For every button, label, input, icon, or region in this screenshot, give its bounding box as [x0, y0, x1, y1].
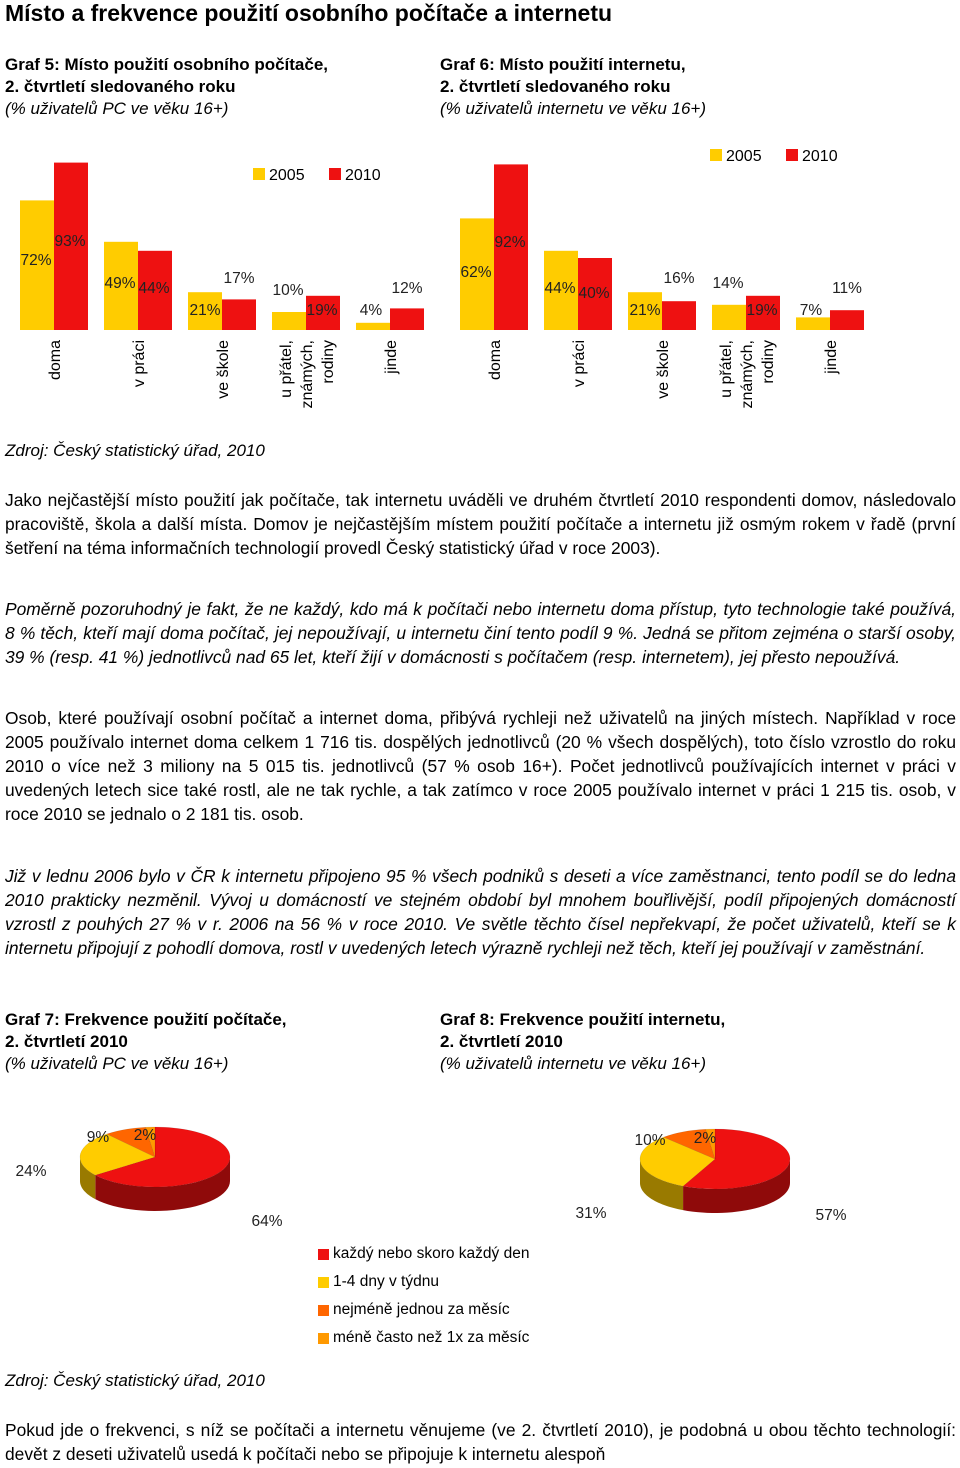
graph5-bar-chart: [0, 140, 440, 430]
legend-label: 1-4 dny v týdnu: [333, 1273, 439, 1290]
legend-label: 2010: [802, 148, 838, 165]
bar: [662, 301, 696, 330]
category-label: [655, 340, 672, 399]
category-label: [718, 340, 777, 408]
category-label: [215, 340, 232, 399]
legend-label: nejméně jednou za měsíc: [333, 1301, 510, 1318]
data-label: 14%: [712, 275, 744, 292]
bar: [272, 312, 306, 330]
paragraph-5: Pokud jde o frekvenci, s níž se počítači a internetu věnujeme (ve 2. čtvrtletí 2010), je podobná u obou těchto technologií: devět z deseti uživatelů usedá k počítači nebo se připojuje k internetu alespoň: [5, 1420, 956, 1464]
legend-item: [318, 1240, 529, 1268]
category-label: [383, 340, 400, 375]
legend-item: [318, 1324, 529, 1352]
legend-label: 2005: [726, 148, 762, 165]
data-label: 93%: [54, 233, 86, 250]
category-label: [571, 340, 588, 387]
legend-label: 2005: [269, 167, 305, 184]
data-label: 21%: [629, 302, 661, 319]
data-label: 10%: [272, 282, 304, 299]
data-label: 11%: [832, 280, 862, 297]
bar: [712, 305, 746, 330]
graph8-subtitle: (% uživatelů internetu ve věku 16+): [440, 1054, 707, 1073]
graph5-title-line1: Graf 5: Místo použití osobního počítače,: [5, 55, 329, 74]
legend-swatch: [318, 1249, 329, 1260]
source-note-2: Zdroj: Český statistický úřad, 2010: [5, 1371, 265, 1390]
graph8-title-line1: Graf 8: Frekvence použití internetu,: [440, 1010, 726, 1029]
category-label-line: v práci: [571, 340, 588, 388]
legend-item: [318, 1268, 529, 1296]
source-note-1: Zdroj: Český statistický úřad, 2010: [5, 441, 265, 460]
category-label-line: v práci: [131, 340, 148, 388]
data-label: 72%: [20, 252, 52, 269]
paragraph-3: Osob, které používají osobní počítač a internet doma, přibývá rychleji než uživatelů na jiných místech. Například v roce 2005 používalo internet doma celkem 1 716 tis. dospělých jednotlivců (20 % všech dospělých), toto číslo vzrostlo do roku 2010 o více než 3 miliony na 5 015 tis. jednotlivců (57 % osob 16+). Počet jednotlivců používajících internet v práci v uvedených letech sice také rostl, ale ne tak rychle, a tak zatímco v roce 2005 používalo internet v práci 1 215 tis. osob, v roce 2010 se jednalo o 2 181 tis. osob.: [5, 708, 956, 824]
category-label-line: doma: [487, 340, 504, 381]
category-label-line: známých,: [299, 340, 316, 409]
pie-label: 2%: [133, 1127, 157, 1144]
category-label-line: rodiny: [760, 340, 777, 384]
data-label: 19%: [306, 302, 338, 319]
data-label: 16%: [663, 270, 695, 287]
category-label-line: rodiny: [320, 340, 337, 384]
page-title: Místo a frekvence použití osobního počítače a internetu: [5, 0, 613, 26]
graph6-title-line2: 2. čtvrtletí sledovaného roku: [440, 77, 671, 96]
legend-item: [318, 1296, 529, 1324]
bar: [796, 317, 830, 330]
data-label: 17%: [223, 270, 255, 287]
category-label: [823, 340, 840, 375]
legend-label: 2010: [345, 167, 381, 184]
graph6-subtitle: (% uživatelů internetu ve věku 16+): [440, 99, 707, 118]
pie-label: 57%: [815, 1207, 847, 1224]
category-label-line: u přátel,: [278, 340, 295, 398]
graph6-title-line1: Graf 6: Místo použití internetu,: [440, 55, 686, 74]
category-label-line: známých,: [739, 340, 756, 409]
category-label-line: jinde: [383, 340, 400, 374]
bar: [830, 310, 864, 330]
pie-label: 10%: [634, 1132, 666, 1149]
category-label: [278, 340, 337, 408]
data-label: 44%: [544, 280, 576, 297]
legend-label: každý nebo skoro každý den: [333, 1245, 530, 1262]
legend-label: méně často než 1x za měsíc: [333, 1329, 530, 1346]
category-label-line: ve škole: [215, 340, 232, 399]
legend-swatch: [318, 1305, 329, 1316]
category-label-line: jinde: [823, 340, 840, 374]
data-label: 62%: [460, 264, 492, 281]
graph7-pie-chart: [0, 1115, 440, 1245]
bar: [222, 299, 256, 330]
data-label: 49%: [104, 275, 136, 292]
category-label-line: ve škole: [655, 340, 672, 399]
pie-label: 24%: [15, 1163, 47, 1180]
data-label: 92%: [494, 234, 526, 251]
data-label: 44%: [138, 280, 170, 297]
graph5-heading: [5, 54, 328, 120]
data-label: 12%: [391, 280, 423, 297]
graph7-subtitle: (% uživatelů PC ve věku 16+): [5, 1054, 229, 1073]
legend-swatch: [710, 149, 722, 161]
paragraph-4: Již v lednu 2006 bylo v ČR k internetu připojeno 95 % všech podniků s deseti a více zaměstnanci, tento podíl se do ledna 2010 prakticky nezměnil. Vývoj u domácností ve stejném období byl mnohem bouřlivější, podíl připojených domácností vzrostl z pouhých 27 % v r. 2006 na 56 % v roce 2010. Ve světle těchto čísel nepřekvapí, že počet uživatelů, kteří se k internetu připojují z pohodlí domova, rostl v uvedených letech výrazně rychleji než těch, kteří jej používají v zaměstnání.: [5, 866, 956, 958]
graph8-title-line2: 2. čtvrtletí 2010: [440, 1032, 563, 1051]
legend-swatch: [329, 168, 341, 180]
legend-swatch: [318, 1333, 329, 1344]
pie-label: 2%: [693, 1130, 717, 1147]
category-label: [131, 340, 148, 387]
graph5-title-line2: 2. čtvrtletí sledovaného roku: [5, 77, 236, 96]
legend-swatch: [786, 149, 798, 161]
graph7-heading: [5, 1009, 287, 1075]
pie-label: 9%: [86, 1129, 110, 1146]
data-label: 40%: [578, 285, 610, 302]
graph8-pie-chart: [440, 1115, 880, 1245]
graph8-heading: [440, 1009, 725, 1075]
category-label: [47, 340, 64, 380]
category-label-line: doma: [47, 340, 64, 381]
data-label: 21%: [189, 302, 221, 319]
category-label-line: u přátel,: [718, 340, 735, 398]
pie-label: 64%: [251, 1213, 283, 1230]
data-label: 19%: [746, 302, 778, 319]
bar: [356, 323, 390, 330]
graph7-title-line2: 2. čtvrtletí 2010: [5, 1032, 128, 1051]
bar: [390, 308, 424, 330]
graph5-subtitle: (% uživatelů PC ve věku 16+): [5, 99, 229, 118]
graph6-heading: [440, 54, 706, 120]
paragraph-2: Poměrně pozoruhodný je fakt, že ne každý, kdo má k počítači nebo internetu doma přístup, tyto technologie také používá, 8 % těch, kteří mají doma počítač, jej nepoužívají, u internetu činí tento podíl 9 %. Jedná se přitom zejména o starší osoby, 39 % (resp. 41 %) jednotlivců nad 65 let, kteří žijí v domácnosti s počítačem (resp. internetem), jej přesto nepoužívá.: [5, 599, 956, 667]
pie-label: 31%: [575, 1205, 607, 1222]
pie-legend: [318, 1240, 529, 1352]
graph7-title-line1: Graf 7: Frekvence použití počítače,: [5, 1010, 287, 1029]
data-label: 7%: [799, 302, 823, 319]
legend-swatch: [253, 168, 265, 180]
paragraph-1: Jako nejčastější místo použití jak počítače, tak internetu uváděli ve druhém čtvrtletí 2010 respondenti domov, následovalo pracoviště, škola a další místa. Domov je nejčastějším místem použití počítače a internetu již osmým rokem v řadě (první šetření na téma informačních technologií provedl Český statistický úřad v roce 2003).: [5, 490, 956, 558]
data-label: 4%: [359, 302, 383, 319]
category-label: [487, 340, 504, 380]
legend-swatch: [318, 1277, 329, 1288]
graph6-bar-chart: [440, 140, 880, 430]
